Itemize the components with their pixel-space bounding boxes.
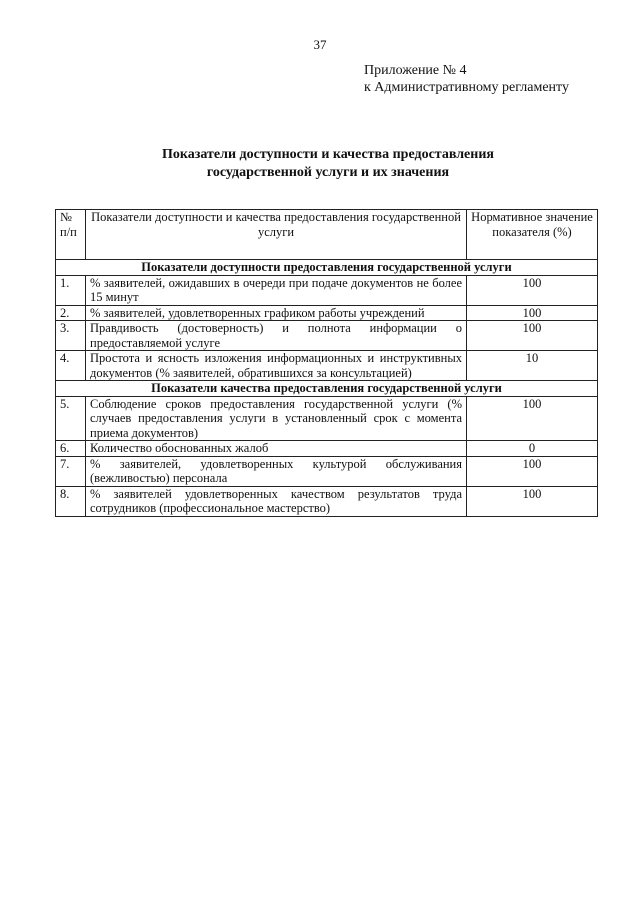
row-name: % заявителей, удовлетворенных графиком работы учреждений [86, 305, 467, 321]
title-line-1: Показатели доступности и качества предоставления [162, 147, 494, 162]
page-number: 37 [313, 37, 327, 52]
row-num: 1. [56, 275, 86, 305]
header-num: № п/п [56, 210, 86, 260]
section-row [56, 260, 598, 276]
row-value: 100 [467, 321, 598, 351]
row-value: 100 [467, 305, 598, 321]
title-line-2: государственной услуги и их значения [206, 165, 450, 180]
section-title: Показатели доступности предоставления государственной услуги [56, 260, 598, 276]
row-num: 7. [56, 456, 86, 486]
table-row [56, 275, 598, 305]
row-name: % заявителей удовлетворенных качеством результатов труда сотрудников (профессиональное мастерство) [86, 486, 467, 516]
row-num: 8. [56, 486, 86, 516]
row-num: 2. [56, 305, 86, 321]
row-value: 100 [467, 396, 598, 441]
row-value: 100 [467, 275, 598, 305]
indicators-table [55, 209, 598, 517]
row-name: Количество обоснованных жалоб [86, 441, 467, 457]
row-name: Правдивость (достоверность) и полнота информации о предоставляемой услуге [86, 321, 467, 351]
row-value: 100 [467, 486, 598, 516]
appendix-note [364, 62, 624, 96]
row-value: 100 [467, 456, 598, 486]
table-header-row [56, 210, 598, 260]
row-name: Простота и ясность изложения информационных и инструктивных документов (% заявителей, обратившихся за консультацией) [86, 351, 467, 381]
header-norm: Нормативное значение показателя (%) [467, 210, 598, 260]
row-num: 4. [56, 351, 86, 381]
row-num: 6. [56, 441, 86, 457]
header-name: Показатели доступности и качества предоставления государственной услуги [86, 210, 467, 260]
table-row [56, 456, 598, 486]
row-num: 3. [56, 321, 86, 351]
table-row [56, 441, 598, 457]
section-row [56, 381, 598, 397]
row-num: 5. [56, 396, 86, 441]
row-name: % заявителей, ожидавших в очереди при подаче документов не более 15 минут [86, 275, 467, 305]
appendix-line-2: к Административному регламенту [364, 80, 569, 95]
table-row [56, 486, 598, 516]
table-row [56, 351, 598, 381]
section-title: Показатели качества предоставления государственной услуги [56, 381, 598, 397]
table-row [56, 321, 598, 351]
row-name: Соблюдение сроков предоставления государственной услуги (% случаев предоставления услуги в установленный срок с момента приема документов) [86, 396, 467, 441]
row-value: 0 [467, 441, 598, 457]
document-title [0, 146, 640, 182]
appendix-line-1: Приложение № 4 [364, 63, 467, 78]
table-row [56, 305, 598, 321]
row-name: % заявителей, удовлетворенных культурой обслуживания (вежливостью) персонала [86, 456, 467, 486]
row-value: 10 [467, 351, 598, 381]
table-row [56, 396, 598, 441]
